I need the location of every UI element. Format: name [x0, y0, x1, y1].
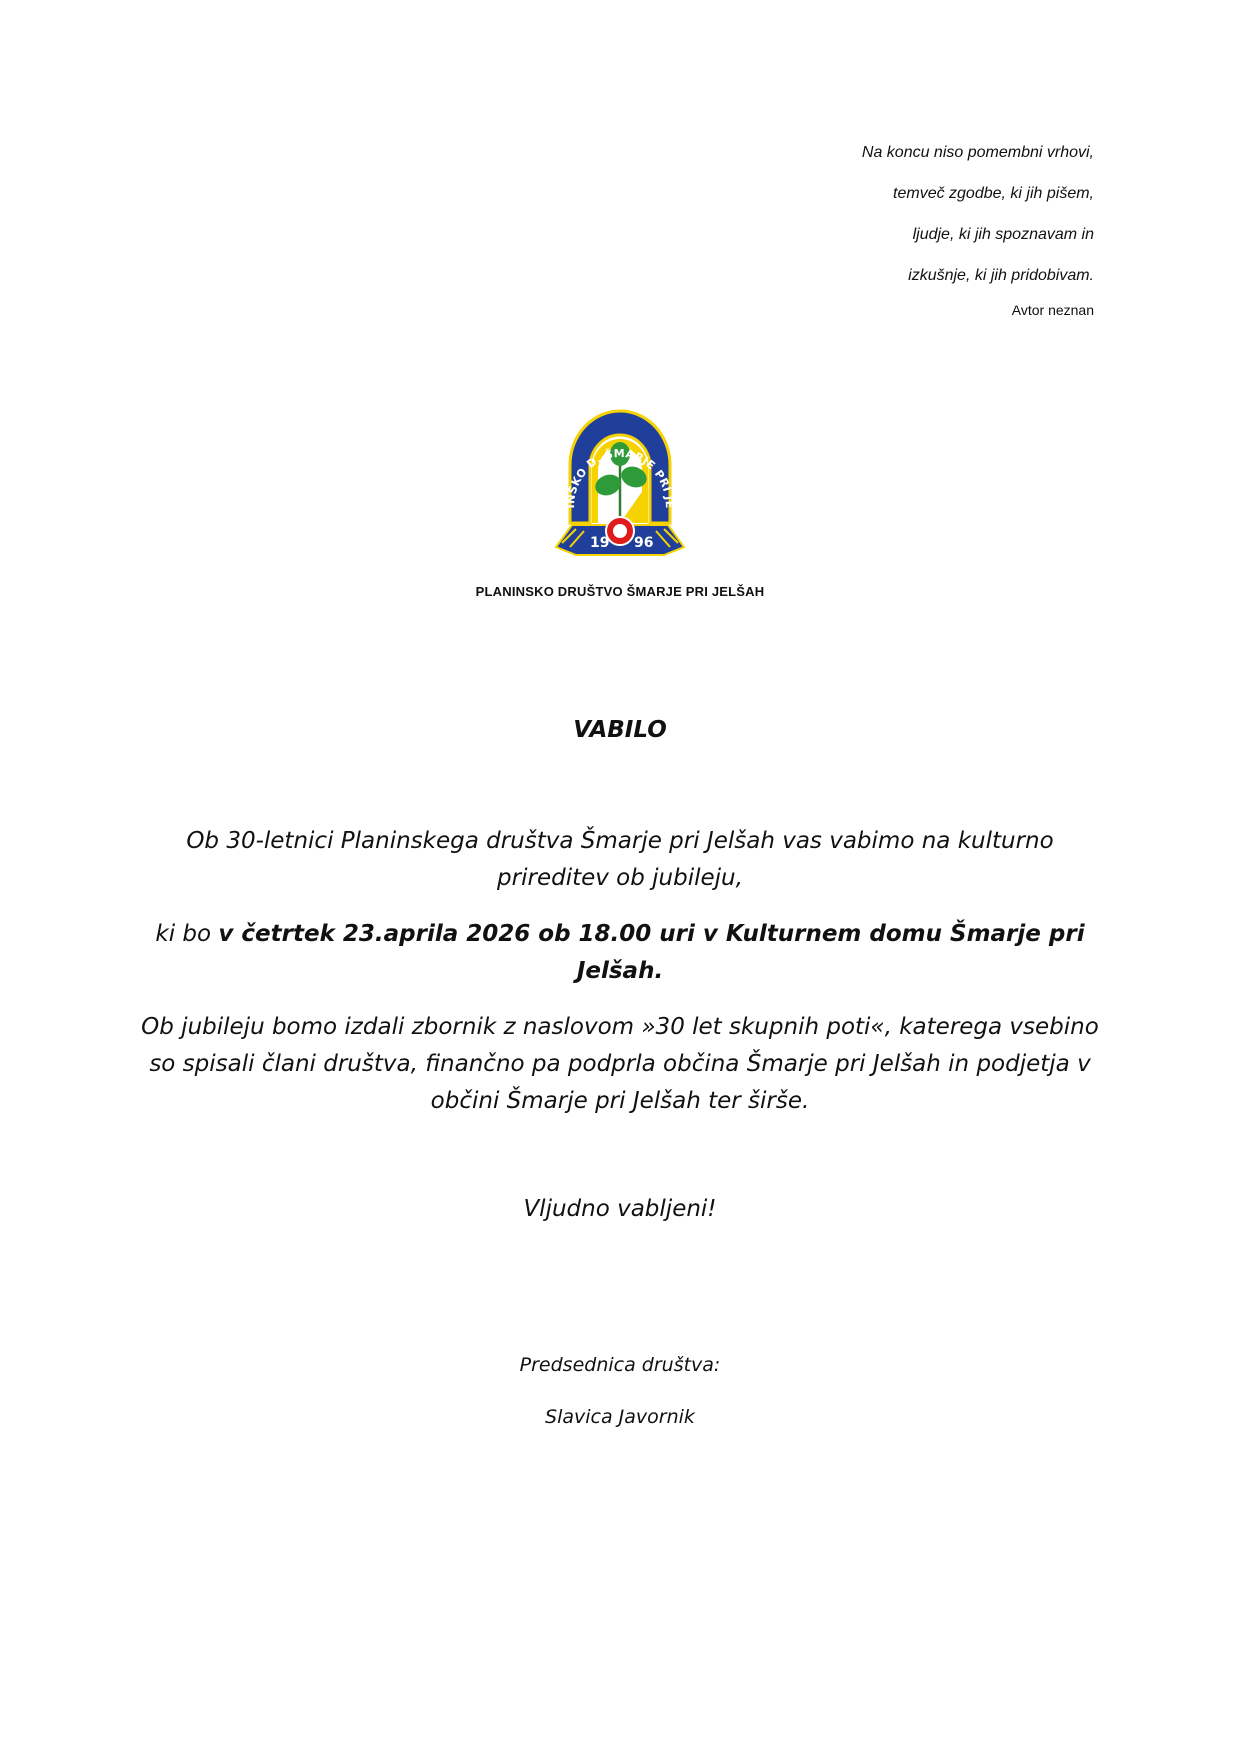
invitation-paragraph-book: Ob jubileju bomo izdali zbornik z naslovom »30 let skupnih poti«, katerega vsebino so spisali člani društva, finančno pa podprla občina Šmarje pri Jelšah in podjetja v občini Šmarje pri Jelšah ter širše. [141, 1014, 1099, 1114]
club-logo [552, 405, 688, 565]
closing-greeting: Vljudno vabljeni! [523, 1196, 717, 1222]
invitation-paragraph-event [140, 916, 1100, 990]
epigraph-line: temveč zgodbe, ki jih pišem, [893, 185, 1094, 202]
invitation-title: VABILO [573, 717, 667, 743]
signature-role: Predsednica društva: [519, 1354, 721, 1376]
organization-name: PLANINSKO DRUŠTVO ŠMARJE PRI JELŠAH [475, 584, 765, 599]
event-details: v četrtek 23.aprila 2026 ob 18.00 uri v Kulturnem domu Šmarje pri Jelšah. [218, 921, 1085, 984]
epigraph-line: izkušnje, ki jih pridobivam. [908, 267, 1094, 284]
logo-year-left: 19 [590, 535, 610, 551]
invitation-paragraph-intro: Ob 30-letnici Planinskega društva Šmarje pri Jelšah vas vabimo na kulturno prireditev ob jubileju, [186, 828, 1054, 891]
event-prefix: ki bo [155, 921, 219, 947]
logo-year-right: 96 [634, 535, 654, 551]
epigraph-author: Avtor neznan [1011, 302, 1094, 318]
epigraph [594, 144, 1094, 319]
epigraph-line: ljudje, ki jih spoznavam in [912, 226, 1094, 243]
club-logo-graphic [552, 405, 688, 565]
signature-name: Slavica Javornik [545, 1406, 695, 1428]
epigraph-line: Na koncu niso pomembni vrhovi, [861, 144, 1094, 161]
logo-ring-text: INSKO D. ŠMARJE PRI JE [563, 446, 677, 509]
